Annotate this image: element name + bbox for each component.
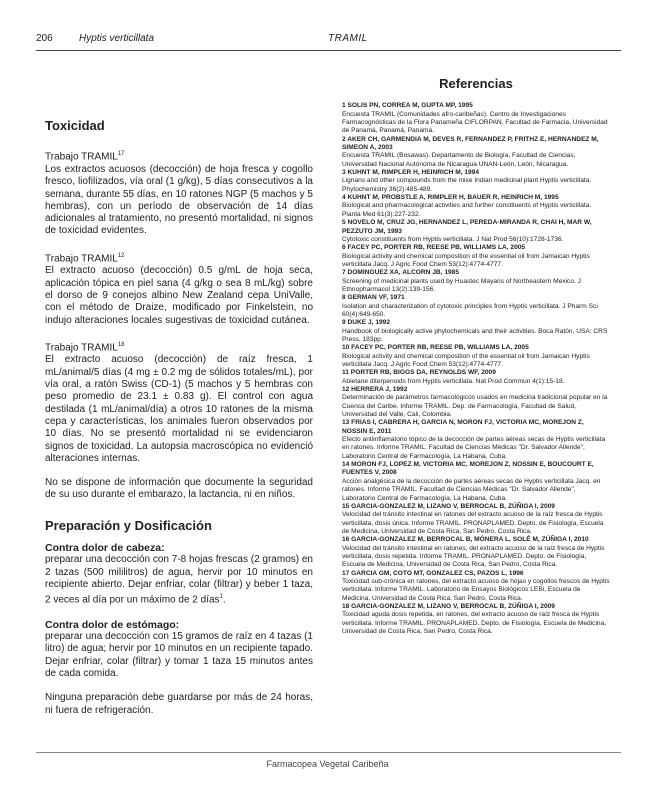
reference-title: 5 NOVELO M, CRUZ JG, HERNANDEZ L, PEREDA-MIRANDA R, CHAI H, MAR W, PEZZUTO JM, 1993 [342, 219, 592, 235]
reference-title: 6 FACEY PC, PORTER RB, REESE PB, WILLIAMS LA, 2005 [342, 244, 526, 252]
reference-item [342, 294, 610, 319]
trabajo-label: Trabajo TRAMIL$^{12}$ [45, 252, 125, 265]
reference-body: Acción analgésica de la decocción de partes aéreas secas de Hyptis verticillata Jacq. en ratones. Informe TRAMIL. Facultad de Ciencias Médicas "Dr. Salvador Allende", Laboratorio Central de Farmacología, La Habana, Cuba. [342, 477, 601, 502]
reference-body: Biological activity and chemical composition of the essential oil from Jamaican Hyptis verticillata Jacq. J Agric Food Chem 53(12):4774-4777. [342, 252, 590, 268]
reference-item [342, 219, 610, 244]
reference-title: 13 FRIAS I, CABRERA H, GARCIA N, MORON FJ, VICTORIA MC, MOREJON Z, NOSSIN E, 2011 [342, 419, 584, 435]
reference-title: 16 GARCIA-GONZALEZ M, BERROCAL B, MÓNERA L, SOLÉ M, ZÚÑIGA I, 2010 [342, 536, 589, 544]
header-divider [36, 50, 621, 51]
reference-item [342, 319, 610, 344]
dolor-cabeza-text: preparar una decocción con 7-8 hojas frescas (2 gramos) en 2 tazas (500 mililitros) de agua, hervir por 10 minutos en recipiente abierto. Dejar enfriar, colar (filtrar) y beber 1 taza, 2 veces al día por un máximo de 2 días$^1$. [45, 554, 313, 606]
left-column [45, 120, 313, 729]
trabajo-label: Trabajo TRAMIL$^{18}$ [45, 341, 125, 354]
safety-note: No se dispone de información que documente la seguridad de su uso durante el embarazo, la lactancia, ni en niños. [45, 477, 313, 501]
trabajo-label: Trabajo TRAMIL$^{17}$ [45, 151, 125, 163]
reference-title: 17 GARCIA GM, COTO MT, GONZALEZ CS, PAZOS L, 1996 [342, 569, 524, 577]
reference-title: 9 DUKE J, 1992 [342, 319, 391, 327]
reference-title: 1 SOLIS PN, CORREA M, GUPTA MP, 1995 [342, 102, 473, 110]
reference-body: Handbook of biologically active phytochemicals and their activities. Boca Ratón, USA: CRS Press, 183pp. [342, 327, 608, 343]
reference-title: 14 MORON FJ, LOPEZ M, VICTORIA MC, MOREJON Z, NOSSIN E, BOUCOURT E, FUENTES V, 2008 [342, 461, 594, 477]
reference-item [342, 386, 610, 419]
toxicidad-heading: Toxicidad [45, 118, 105, 133]
reference-item [342, 419, 610, 461]
toxicidad-paragraph: El extracto acuoso (decocción) 0.5 g/mL de hoja seca, aplicación tópica en piel sana (4 g/kg o sea 8 mL/kg) sobre el dorso de 9 conejos albino New Zealand cepa UniValle, con el método de Draize, modificado por Finkelstein, no indujo alteraciones locales sugestivas de toxicidad cutánea. [45, 265, 313, 326]
reference-body: Lignans and other compounds from the mixe Indian medicinal plant Hyptis verticillata. Phytochemistry 36(2):485-489. [342, 177, 592, 193]
dolor-estomago-text: preparar una decocción con 15 gramos de raíz en 4 tazas (1 litro) de agua; hervir por 10 minutos en un recipiente tapado. Dejar enfriar, colar (filtrar) y tomar 1 taza 15 minutos antes de cada comida. [45, 631, 313, 679]
page-number: 206 [36, 33, 53, 44]
reference-title: 11 PORTER RB, BIGGS DA, REYNOLDS WF, 2009 [342, 369, 496, 377]
reference-item [342, 369, 610, 386]
dolor-cabeza-title: Contra dolor de cabeza: [45, 542, 165, 554]
reference-body: Determinación de parámetros farmacológicos usados en medicina tradicional popular en la Cuenca del Caribe. Informe TRAMIL. Dep. de Farmacología, Facultad de Salud, Universidad del Valle, Cali, Colombia. [342, 394, 608, 419]
reference-item [342, 136, 610, 169]
page-footer: Farmacopea Vegetal Caribeña [266, 759, 389, 769]
reference-body: Toxicidad aguda dosis repetida, en ratones, del extracto acuoso de raíz fresca de Hyptis verticillata. Informe TRAMIL. PRONAPLAMED. Depto. de Fisiología, Escuela de Medicina, Universidad de Costa Rica, San Pedro, Costa Rica. [342, 611, 607, 635]
reference-body: Biological activity and chemical composition of the essential oil from Jamaican Hyptis verticillata Jacq. J Agric Food Chem 53(12):4774-4777. [342, 352, 590, 368]
reference-body: Abietane diterpenoids from Hyptis verticillata. Nat Prod Commun 4(1):15-18. [342, 377, 565, 385]
reference-body: Isolation and characterization of cytotoxic principles from Hyptis verticillata. J Pharm Sci 60(4):649-650. [342, 302, 598, 318]
reference-item [342, 102, 610, 135]
storage-note: Ninguna preparación debe guardarse por más de 24 horas, ni fuera de refrigeración. [45, 692, 313, 716]
reference-item [342, 570, 610, 603]
reference-title: 8 GERMAN VF, 1971 [342, 294, 405, 302]
toxicidad-paragraph: Los extractos acuosos (decocción) de hoja fresca y cogollo fresco, liofilizados, vía oral (1 g/kg), 5 días consecutivos a la semana, durante 55 días, en 10 ratones NGP (5 machos y 5 hembras), con un período de observación de 14 días adicionales al tratamiento, no presentó mortalidad, ni signos de toxicidad evidentes. [45, 163, 313, 237]
reference-title: 7 DOMINGUEZ XA, ALCORN JB, 1985 [342, 269, 460, 277]
page-header [36, 33, 621, 47]
footer-divider [36, 752, 621, 753]
reference-title: 2 AKER CH, GARMENDIA M, DEVES R, FERNANDEZ P, FRITHZ E, HERNANDEZ M, SIMEON A, 2003 [342, 135, 599, 152]
reference-item [342, 461, 610, 503]
reference-body: Efecto antiinflamatorio tópico de la decocción de partes aéreas secas de Hyptis verticillata en ratones. Informe TRAMIL. Facultad de Ciencias Médicas "Dr. Salvador Allende", Laboratorio Central de Farmacología, La Habana, Cuba. [342, 436, 606, 460]
reference-title: 18 GARCIA-GONZALEZ M, LIZANO V, BERROCAL B, ZÚÑIGA I, 2009 [342, 602, 555, 610]
reference-body: Toxicidad sub-crónica en ratones, del extracto acuoso de hojas y cogollos frescos de Hyptis verticillata. Informe TRAMIL. Laboratorio de Ensayos Biológicos LEBi, Escuela de Medicina, Universidad de Costa Rica, San Pedro, Costa Rica. [342, 577, 610, 602]
reference-body: Velocidad del tránsito intestinal en ratones del extracto acuoso de la raíz fresca de Hyptis verticillata, dosis única. Informe TRAMIL. PRONAPLAMED. Depto. de Fisiología, Escuela de Medicina, Universidad de Costa Rica, San Pedro, Costa Rica. [342, 511, 604, 535]
reference-item [342, 603, 610, 636]
reference-item [342, 194, 610, 219]
reference-title: 15 GARCIA-GONZALEZ M, LIZANO V, BERROCAL B, ZÚÑIGA I, 2009 [342, 502, 555, 510]
reference-title: 3 KUHNT M, RIMPLER H, HEINRICH M, 1994 [342, 169, 480, 177]
reference-title: 4 KUHNT M, PROBSTLE A, RIMPLER H, BAUER R, HEINRICH M, 1995 [342, 194, 559, 202]
reference-body: Encuesta TRAMIL (Comunidades afro-caribeñas). Centro de Investigaciones Farmacognósticas de la Flora Panameña CIFLORPAN, Facultad de Farmacia, Universidad de Panamá, Panamá, Panamá. [342, 110, 608, 135]
reference-item [342, 344, 610, 369]
referencias-heading: Referencias [439, 76, 513, 91]
reference-item [342, 169, 610, 194]
reference-title: 12 HERRERA J, 1992 [342, 386, 408, 394]
reference-body: Biological and pharmacological activities and further constituents of Hyptis verticillata. Planta Med 61(3):227-232. [342, 202, 592, 218]
toxicidad-paragraph: El extracto acuoso (decocción) de raíz fresca, 1 mL/animal/5 días (4 mg ± 0.2 mg de sólidos totales/mL), por vía oral, a ratón Swiss (CD-1) (5 machos y 5 hembras con peso promedio de 23.1 ± 0.83 g). El control con agua destilada (1 mL/animal/día) a otros 10 ratones de la misma cepa y características, los animales fueron observados por 10 días. No se presentó mortalidad ni se evidenciaron signos de toxicidad. La autopsia macroscópica no evidenció alteraciones internas. [45, 354, 313, 464]
reference-body: Screening of medicinal plants used by Huastec Mayans of Northeastern Mexico. J Ethnopharmacol 13(2):139-156. [342, 277, 581, 293]
reference-item [342, 244, 610, 269]
reference-body: Velocidad del tránsito intestinal en ratones, del extracto acuoso de la raíz fresca de Hyptis verticillata, dosis repetida. Informe TRAMIL. PRONAPLAMED. Depto. de Fisiología, Escuela de Medicina, Universidad de Costa Rica, San Pedro, Costa Rica. [342, 544, 605, 569]
header-center-title: TRAMIL [328, 33, 368, 44]
dolor-estomago-title: Contra dolor de estómago: [45, 618, 180, 631]
reference-item [342, 536, 610, 569]
reference-item [342, 503, 610, 536]
reference-title: 10 FACEY PC, PORTER RB, REESE PB, WILLIAMS LA, 2005 [342, 344, 529, 352]
reference-body: Encuesta TRAMIL (Bosawas). Departamento de Biología, Facultad de Ciencias, Universidad Nacional Autónoma de Nicaragua UNAN-León, León, Nicaragua. [342, 152, 576, 168]
reference-body: Cytotoxic constituents from Hyptis verticillata. J Nat Prod 56(10):1728-1736. [342, 235, 564, 243]
reference-list [342, 102, 610, 636]
species-name: Hyptis verticillata [79, 33, 155, 44]
references-column [342, 76, 610, 636]
preparacion-heading: Preparación y Dosificación [45, 517, 212, 533]
reference-item [342, 269, 610, 294]
